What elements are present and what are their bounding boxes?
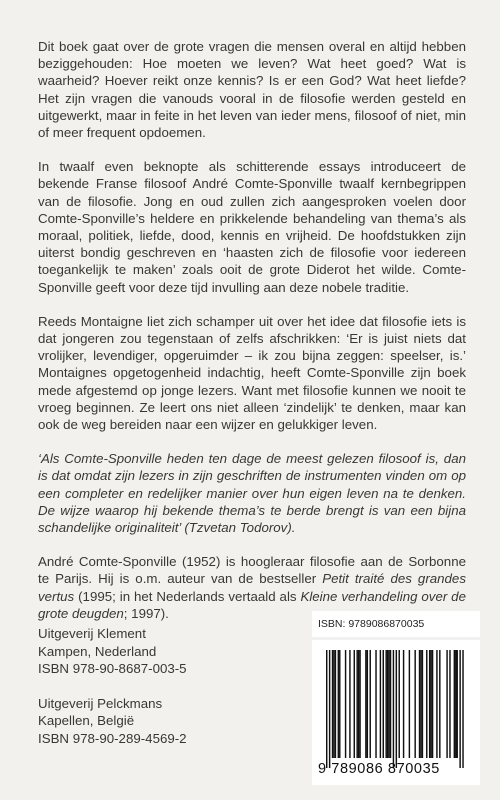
barcode-bar — [388, 650, 389, 758]
barcode-bar — [459, 650, 460, 768]
barcode-bar — [454, 650, 455, 758]
publisher-isbn: ISBN 978-90-289-4569-2 — [38, 730, 187, 746]
barcode-bar — [365, 650, 366, 758]
barcode-bar — [367, 650, 368, 758]
paragraph-essays: In twaalf even beknopte als schitterende essays introduceert de bekende Franse filosoof André Comte-Sponville twaalf kernbegrippen van de filosofie. Jong en oud zullen zich aangesproken voelen door Comte-Sponville’s heldere en prikkelende behandeling van thema’s als moraal, politiek, liefde, dood, kennis en vrijheid. De hoofdstukken zijn uiterst bondig geschreven en ‘haasten zich de filosofie voor iedereen toegankelijk te maken’ zoals ooit de grote Diderot het wilde. Comte-Sponville geeft voor deze tijd invulling aan deze nobele traditie. — [38, 159, 466, 295]
barcode-bar — [462, 650, 463, 768]
barcode-bar — [399, 650, 400, 758]
barcode-bar — [446, 650, 447, 758]
bio-end: ; 1997). — [123, 605, 169, 621]
barcode-bar — [422, 650, 423, 758]
barcode-bar — [403, 650, 404, 758]
bio-start: André Comte-Sponville (1952) is hoogleraar filosofie aan de Sorbonne te Parijs. Hij is o.m. auteur van de bestseller — [38, 554, 466, 587]
isbn-label: ISBN: 9789086870035 — [312, 611, 480, 637]
bio-title-dutch: Kleine verhandeling over de grote deugden — [38, 588, 466, 621]
publisher-name: Uitgeverij Klement — [38, 626, 146, 641]
barcode-bar — [414, 650, 415, 758]
barcode-bar — [390, 650, 391, 758]
barcode-bar — [396, 650, 397, 768]
barcode-bar — [338, 650, 339, 758]
bio-title-french: Petit traité des grandes vertus — [38, 571, 466, 604]
barcode-bar — [354, 650, 355, 758]
barcode-bar — [426, 650, 427, 758]
barcode-bar — [335, 650, 336, 758]
barcode-digits: 9 789086 870035 — [318, 761, 440, 777]
barcode-bar — [449, 650, 450, 758]
barcode-bar — [370, 650, 371, 758]
barcode-bar — [383, 650, 384, 758]
publisher-name: Uitgeverij Pelckmans — [38, 695, 163, 711]
barcode-bar — [432, 650, 433, 758]
barcode-bar — [419, 650, 420, 758]
barcode-bar — [455, 650, 456, 758]
barcode-bar — [409, 650, 410, 758]
barcode-bar — [326, 650, 327, 768]
barcode-bar — [333, 650, 334, 758]
paragraph-montaigne: Reeds Montaigne liet zich schamper uit over het idee dat filosofie iets is dat jongeren zou tegenstaan of zelfs afschrikken: ‘Er is juist niets dat vrolijker, levendiger, opgeruimder – ik zou bijna zeggen: speelser, is.’ Montaignes opgetogenheid indachtig, heeft Comte-Sponville zijn boek mede afgestemd op jonge lezers. Want met filosofie kunnen we nooit te vroeg beginnen. Ze leert ons niet alleen ‘zindelijk’ te denken, maar kan ook de weg bereiden naar een wijzer en gelukkiger leven. — [38, 313, 466, 433]
publisher-isbn: ISBN 978-90-8687-003-5 — [38, 661, 187, 676]
publisher-place: Kapellen, België — [38, 713, 135, 728]
bio-mid: (1995; in het Nederlands vertaald als — [74, 588, 301, 604]
blurb-text — [38, 38, 466, 639]
barcode-bar — [430, 650, 431, 758]
barcode-bar — [436, 650, 437, 758]
barcode-bar — [393, 650, 394, 768]
todorov-quote: ‘Als Comte-Sponville heden ten dage de meest gelezen filosoof is, dan is dat omdat zijn lezers in zijn geschriften de instrumenten vinden om op een completer en redelijker manier over hun eigen leven na te denken. De wijze waarop hij bekende thema’s te berde brengt is van een bijna schandelijke originaliteit’ (Tzvetan Todorov). — [38, 451, 466, 536]
barcode-bar — [349, 650, 350, 758]
barcode-bar — [345, 650, 346, 758]
barcode-bar — [339, 650, 340, 758]
barcode-bar — [380, 650, 381, 758]
barcode-bar — [457, 650, 458, 758]
publisher-info — [38, 625, 187, 764]
barcode-bar — [329, 650, 330, 768]
barcode-bar — [420, 650, 421, 758]
barcode-bar — [387, 650, 388, 758]
barcode-bar — [439, 650, 440, 758]
paragraph-intro: Dit boek gaat over de grote vragen die mensen overal en altijd hebben beziggehouden: Hoe moeten we leven? Wat heet goed? Wat is waarheid? Hoever reikt onze kennis? Is er een God? Wat heet liefde? Het zijn vragen die vanouds vooral in de filosofie werden gesteld en uitgewerkt, maar in feite in het leven van ieder mens, filosoof of niet, min of meer frequent opdoemen. — [38, 39, 466, 141]
barcode — [312, 640, 480, 785]
publisher-place: Kampen, Nederland — [38, 643, 157, 659]
publisher-klement — [38, 625, 187, 678]
barcode-bar — [358, 650, 359, 758]
barcode-bar — [429, 650, 430, 758]
barcode-bar — [359, 650, 360, 758]
barcode-bar — [332, 650, 333, 758]
publisher-pelckmans — [38, 695, 187, 748]
barcode-bar — [385, 650, 386, 758]
barcode-bar — [375, 650, 376, 758]
barcode-bar — [356, 650, 357, 758]
